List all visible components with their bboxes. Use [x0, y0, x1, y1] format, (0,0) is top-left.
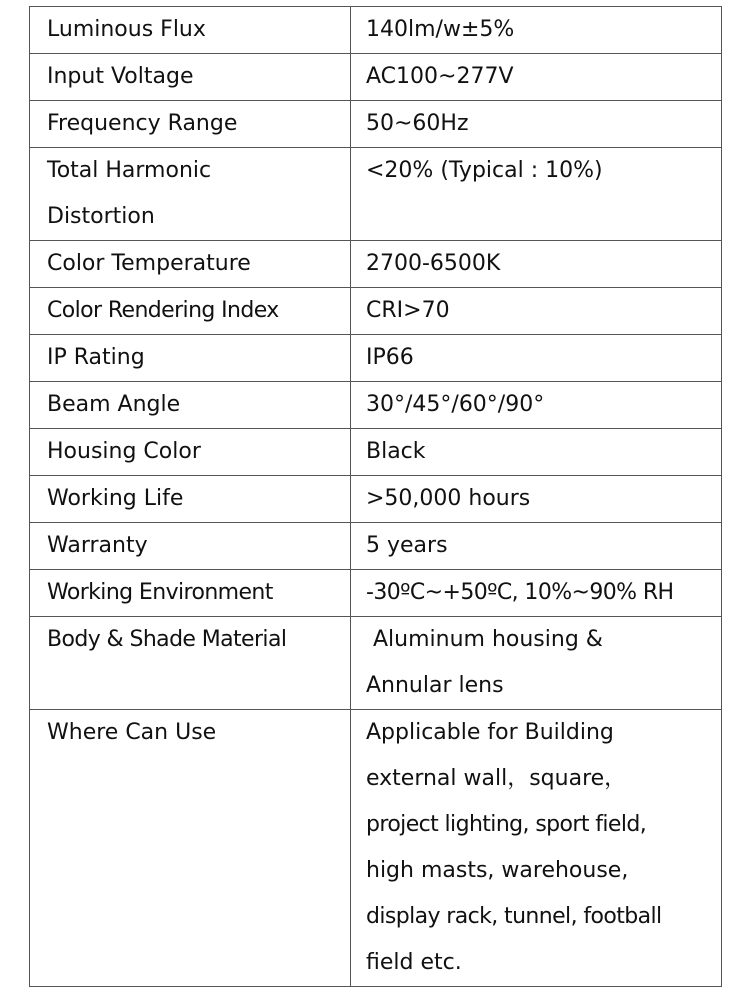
table-row: [30, 101, 722, 148]
table-row: [30, 54, 722, 101]
spec-value-line: high masts, warehouse,: [366, 858, 629, 883]
spec-label: Input Voltage: [30, 54, 351, 101]
spec-value-line: external wall，square，: [366, 766, 627, 791]
table-row: [30, 523, 722, 570]
spec-label: Color Rendering Index: [30, 288, 351, 335]
spec-label: Body & Shade Material: [30, 617, 351, 710]
spec-value: IP66: [351, 335, 722, 382]
table-row: [30, 476, 722, 523]
spec-label: Color Temperature: [30, 241, 351, 288]
spec-value: >50,000 hours: [351, 476, 722, 523]
spec-value-line: Applicable for Building: [366, 720, 614, 745]
spec-value: Black: [351, 429, 722, 476]
spec-value-cell: [351, 710, 722, 987]
spec-value: -30ºC~+50ºC, 10%~90% RH: [351, 570, 722, 617]
spec-value: <20% (Typical : 10%): [351, 148, 722, 241]
spec-label-line: Distortion: [47, 204, 155, 229]
table-row: [30, 382, 722, 429]
table-row: [30, 148, 722, 241]
spec-value-line: project lighting, sport field,: [366, 812, 647, 837]
table-row: [30, 710, 722, 987]
spec-label-line: Total Harmonic: [47, 158, 212, 183]
spec-value: CRI>70: [351, 288, 722, 335]
table-row: [30, 429, 722, 476]
spec-label: Luminous Flux: [30, 7, 351, 54]
table-row: [30, 288, 722, 335]
spec-table: [29, 6, 722, 987]
spec-label: Working Environment: [30, 570, 351, 617]
table-row: [30, 335, 722, 382]
spec-value-cell: [351, 617, 722, 710]
spec-value-line: display rack, tunnel, football: [366, 904, 662, 929]
spec-value: 5 years: [351, 523, 722, 570]
spec-value: 50~60Hz: [351, 101, 722, 148]
spec-value-line: Annular lens: [366, 673, 504, 698]
spec-value: AC100~277V: [351, 54, 722, 101]
spec-label: Working Life: [30, 476, 351, 523]
spec-value: 2700-6500K: [351, 241, 722, 288]
spec-label: Housing Color: [30, 429, 351, 476]
spec-label: Frequency Range: [30, 101, 351, 148]
spec-label: Warranty: [30, 523, 351, 570]
table-row: [30, 617, 722, 710]
table-row: [30, 7, 722, 54]
spec-label-cell: [30, 148, 351, 241]
spec-label: IP Rating: [30, 335, 351, 382]
spec-label: Beam Angle: [30, 382, 351, 429]
spec-value-line: Aluminum housing &: [366, 627, 603, 652]
table-row: [30, 241, 722, 288]
spec-value: 140lm/w±5%: [351, 7, 722, 54]
spec-value-line: field etc.: [366, 950, 462, 975]
table-row: [30, 570, 722, 617]
spec-label: Where Can Use: [30, 710, 351, 987]
spec-value: 30°/45°/60°/90°: [351, 382, 722, 429]
